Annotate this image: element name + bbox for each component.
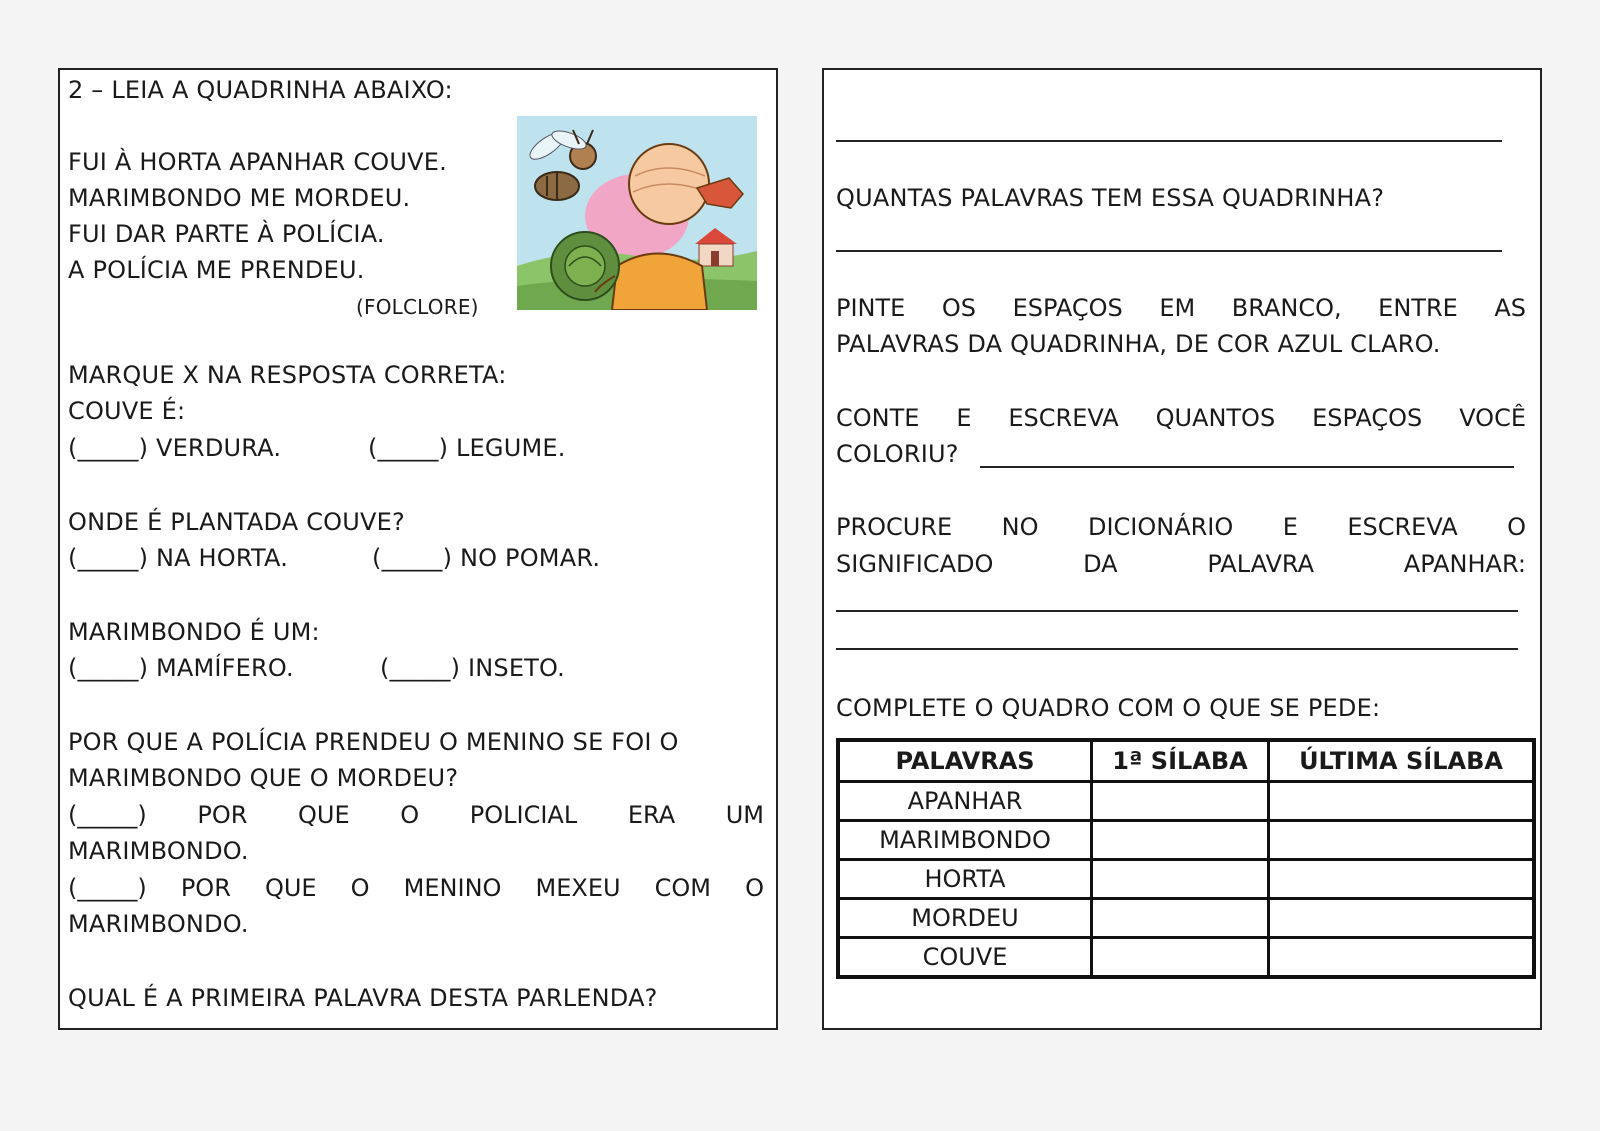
q2-question: ONDE É PLANTADA COUVE? [68, 508, 405, 536]
poem-line-4: A POLÍCIA ME PRENDEU. [68, 256, 365, 284]
answer-line[interactable] [836, 140, 1502, 142]
answer-line[interactable] [836, 250, 1502, 252]
q5-question: QUAL É A PRIMEIRA PALAVRA DESTA PARLENDA? [68, 984, 658, 1012]
q2-option-b[interactable]: (_____) NO POMAR. [372, 544, 601, 572]
q3-question: MARIMBONDO É UM: [68, 618, 320, 646]
table-row [838, 860, 1534, 899]
boy-wasp-illustration [517, 116, 757, 310]
first-syllable-cell[interactable] [1092, 821, 1269, 860]
table-instruction: COMPLETE O QUADRO COM O QUE SE PEDE: [836, 694, 1381, 722]
answer-line[interactable] [836, 610, 1518, 612]
q4-option-b[interactable]: (_____) POR QUE O MENINO MEXEU COM O [68, 874, 764, 902]
first-syllable-cell[interactable] [1092, 938, 1269, 978]
last-syllable-cell[interactable] [1269, 821, 1535, 860]
q4-question-line-1: POR QUE A POLÍCIA PRENDEU O MENINO SE FOI O [68, 728, 679, 756]
q1-option-b[interactable]: (_____) LEGUME. [368, 434, 566, 462]
first-syllable-cell[interactable] [1092, 782, 1269, 821]
word-cell: COUVE [838, 938, 1092, 978]
q8-line-1: CONTE E ESCREVA QUANTOS ESPAÇOS VOCÊ [836, 404, 1526, 432]
q7-line-1: PINTE OS ESPAÇOS EM BRANCO, ENTRE AS [836, 294, 1526, 322]
word-cell: HORTA [838, 860, 1092, 899]
table-row [838, 938, 1534, 978]
table-row [838, 782, 1534, 821]
table-header-row [838, 740, 1534, 782]
q3-option-a[interactable]: (_____) MAMÍFERO. [68, 654, 294, 682]
q1-question: COUVE É: [68, 397, 186, 425]
q3-option-b[interactable]: (_____) INSETO. [380, 654, 565, 682]
left-panel [58, 68, 778, 1030]
poem-line-2: MARIMBONDO ME MORDEU. [68, 184, 411, 212]
poem-line-1: FUI À HORTA APANHAR COUVE. [68, 148, 447, 176]
q9-line-2: SIGNIFICADO DA PALAVRA APANHAR: [836, 550, 1526, 578]
poem-illustration [517, 116, 757, 310]
last-syllable-cell[interactable] [1269, 938, 1535, 978]
word-cell: MARIMBONDO [838, 821, 1092, 860]
q6-question: QUANTAS PALAVRAS TEM ESSA QUADRINHA? [836, 184, 1385, 212]
word-cell: APANHAR [838, 782, 1092, 821]
q9-line-1: PROCURE NO DICIONÁRIO E ESCREVA O [836, 513, 1526, 541]
q2-option-a[interactable]: (_____) NA HORTA. [68, 544, 289, 572]
table-row [838, 899, 1534, 938]
table-row [838, 821, 1534, 860]
word-cell: MORDEU [838, 899, 1092, 938]
column-header-palavras: PALAVRAS [838, 740, 1092, 782]
last-syllable-cell[interactable] [1269, 899, 1535, 938]
q4-question-line-2: MARIMBONDO QUE O MORDEU? [68, 764, 459, 792]
column-header-primeira-silaba: 1ª SÍLABA [1092, 740, 1269, 782]
syllable-table [836, 738, 1536, 979]
q8-line-2: COLORIU? [836, 440, 959, 468]
poem-source: (FOLCLORE) [356, 295, 479, 319]
q1-option-a[interactable]: (_____) VERDURA. [68, 434, 282, 462]
last-syllable-cell[interactable] [1269, 782, 1535, 821]
column-header-ultima-silaba: ÚLTIMA SÍLABA [1269, 740, 1535, 782]
answer-line[interactable] [980, 466, 1514, 468]
poem-line-3: FUI DAR PARTE À POLÍCIA. [68, 220, 385, 248]
q4-option-a-cont: MARIMBONDO. [68, 837, 249, 865]
answer-line[interactable] [836, 648, 1518, 650]
first-syllable-cell[interactable] [1092, 860, 1269, 899]
q4-option-b-cont: MARIMBONDO. [68, 910, 249, 938]
first-syllable-cell[interactable] [1092, 899, 1269, 938]
last-syllable-cell[interactable] [1269, 860, 1535, 899]
right-panel [822, 68, 1542, 1030]
q7-line-2: PALAVRAS DA QUADRINHA, DE COR AZUL CLARO. [836, 330, 1441, 358]
exercise-heading: 2 – LEIA A QUADRINHA ABAIXO: [68, 76, 453, 104]
q1-instruction: MARQUE X NA RESPOSTA CORRETA: [68, 361, 507, 389]
q4-option-a[interactable]: (_____) POR QUE O POLICIAL ERA UM [68, 801, 764, 829]
